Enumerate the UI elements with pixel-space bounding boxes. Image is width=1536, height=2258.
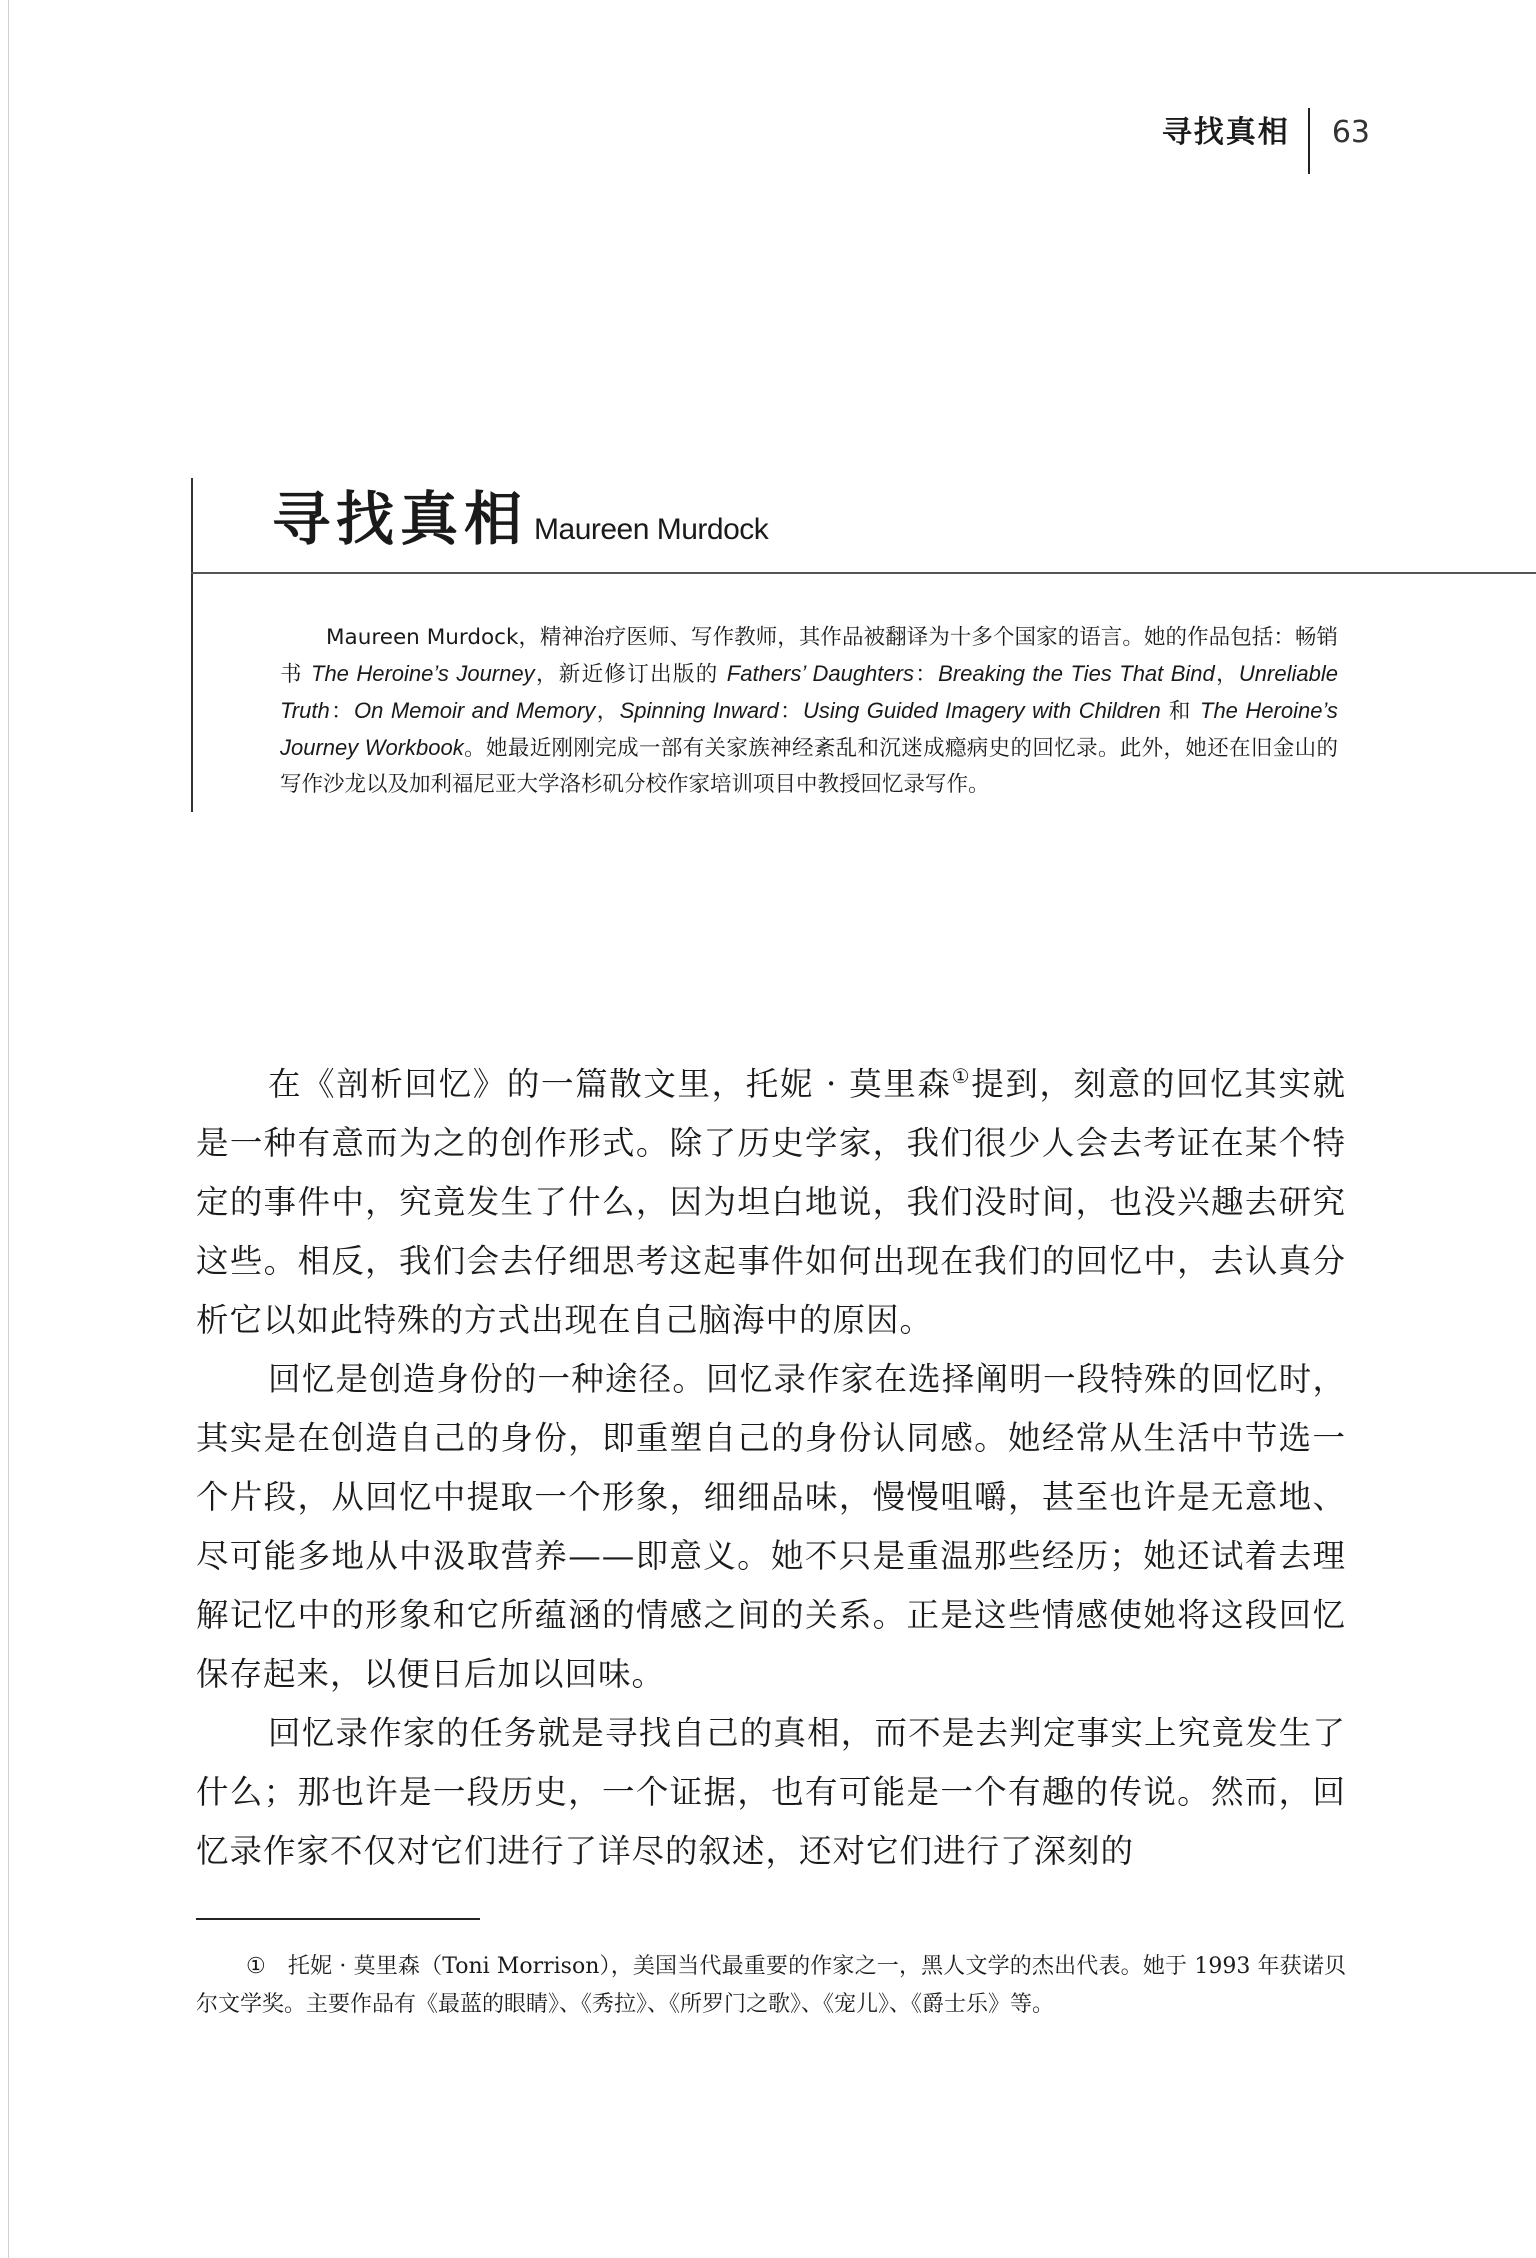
bio-text: ： <box>778 699 803 724</box>
bio-book-title: Fathers’ Daughters <box>726 661 914 686</box>
bio-book-title: Using Guided Imagery with Children <box>803 698 1161 723</box>
body-paragraph-1 <box>196 1055 1346 1350</box>
bio-book-title: The Heroine’s Journey <box>311 661 535 686</box>
body-paragraph-2: 回忆是创造身份的一种途径。回忆录作家在选择阐明一段特殊的回忆时，其实是在创造自己的身份，即重塑自己的身份认同感。她经常从生活中节选一个片段，从回忆中提取一个形象，细细品味，慢慢咀嚼，甚至也许是无意地、尽可能多地从中汲取营养——即意义。她不只是重温那些经历；她还试着去理解记忆中的形象和它所蕴涵的情感之间的关系。正是这些情感使她将这段回忆保存起来，以便日后加以回味。 <box>196 1360 1346 1693</box>
bio-text: ： <box>329 699 354 724</box>
bio-text: ， <box>1214 662 1239 687</box>
bio-book-title: The Heroine’s Journey Workbook <box>280 698 1338 760</box>
chapter-horizontal-rule <box>191 572 1536 574</box>
paragraph-text: 提到，刻意的回忆其实就是一种有意而为之的创作形式。除了历史学家，我们很少人会去考证在某个特定的事件中，究竟发生了什么，因为坦白地说，我们没时间，也没兴趣去研究这些。相反，我们会去仔细思考这起事件如何出现在我们的回忆中，去认真分析它以如此特殊的方式出现在自己脑海中的原因。 <box>196 1065 1346 1339</box>
bio-text: ： <box>913 662 939 687</box>
bio-text: 。她最近刚刚完成一部有关家族神经紊乱和沉迷成瘾病史的回忆录。此外，她还在旧金山的写作沙龙以及加利福尼亚大学洛杉矶分校作家培训项目中教授回忆录写作。 <box>280 736 1338 797</box>
footnote <box>196 1948 1346 2024</box>
running-header <box>1162 108 1370 174</box>
footnote-text: 托妮 · 莫里森（Toni Morrison），美国当代最重要的作家之一，黑人文学的杰出代表。她于 1993 年获诺贝尔文学奖。主要作品有《最蓝的眼睛》、《秀拉》、《所罗门之歌》、《宠儿》、《爵士乐》等。 <box>196 1954 1346 2017</box>
footnote-divider <box>196 1918 480 1920</box>
running-header-title: 寻找真相 <box>1161 115 1290 150</box>
bio-book-title: Unreliable Truth <box>280 661 1338 723</box>
bio-text: 和 <box>1160 699 1200 724</box>
bio-text: ，新近修订出版的 <box>534 662 727 687</box>
paragraph-text: 在《剖析回忆》的一篇散文里，托妮 · 莫里森 <box>268 1065 952 1103</box>
chapter-vertical-rule <box>191 478 193 812</box>
bio-text: Maureen Murdock，精神治疗医师、写作教师，其作品被翻译为十多个国家的语言。她的作品包括：畅销书 <box>280 625 1338 687</box>
page-edge-line <box>8 0 9 2258</box>
page-number: 63 <box>1331 115 1370 150</box>
body-text <box>196 1055 1346 1881</box>
bio-book-title: On Memoir and Memory <box>353 698 596 723</box>
chapter-title: 寻找真相 <box>272 485 529 553</box>
bio-book-title: Spinning Inward <box>619 698 779 723</box>
bio-text: ， <box>595 699 620 724</box>
footnote-marker: ① <box>246 1954 266 1979</box>
bio-book-title: Breaking the Ties That Bind <box>938 661 1215 686</box>
chapter-author: Maureen Murdock <box>534 513 769 546</box>
body-paragraph-3: 回忆录作家的任务就是寻找自己的真相，而不是去判定事实上究竟发生了什么；那也许是一段历史，一个证据，也有可能是一个有趣的传说。然而，回忆录作家不仅对它们进行了详尽的叙述，还对它们进行了深刻的 <box>196 1714 1346 1870</box>
footnote-reference[interactable]: ① <box>951 1064 972 1089</box>
author-bio <box>280 620 1338 803</box>
chapter-heading <box>272 485 769 553</box>
